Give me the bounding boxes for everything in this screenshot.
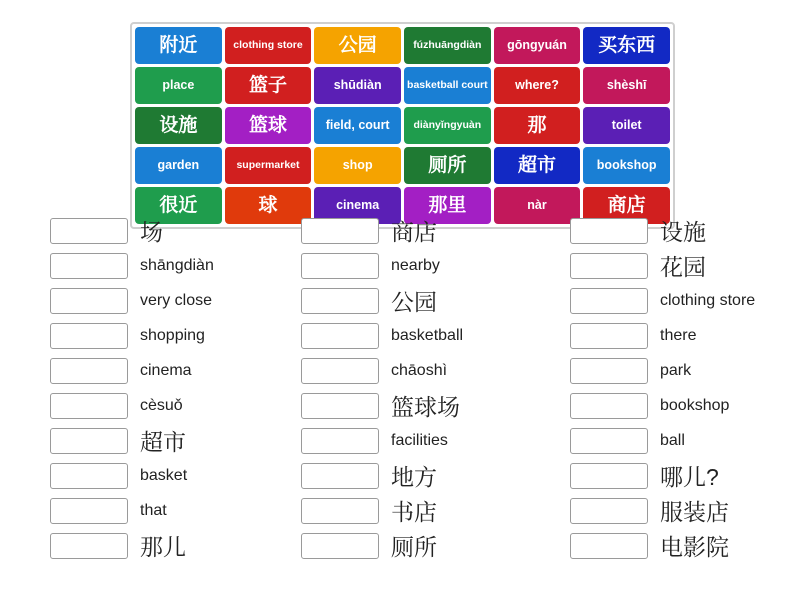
answer-column	[532, 213, 798, 563]
word-tile[interactable]: 篮子	[225, 67, 312, 104]
drop-zone[interactable]	[50, 393, 128, 419]
word-tile[interactable]: shūdiàn	[314, 67, 401, 104]
drop-zone[interactable]	[301, 428, 379, 454]
answer-row	[570, 213, 798, 248]
word-tile[interactable]: cinema	[314, 187, 401, 224]
answer-label: ball	[660, 431, 685, 449]
answer-label: 书店	[391, 499, 437, 525]
drop-zone[interactable]	[301, 288, 379, 314]
word-tile[interactable]: garden	[135, 147, 222, 184]
answer-row	[50, 423, 266, 458]
answer-label: 篮球场	[391, 394, 460, 420]
answer-label: 商店	[391, 219, 437, 245]
drop-zone[interactable]	[50, 358, 128, 384]
answer-column	[266, 213, 532, 563]
word-tile[interactable]: bookshop	[583, 147, 670, 184]
drop-zone[interactable]	[50, 463, 128, 489]
word-tile[interactable]: supermarket	[225, 147, 312, 184]
answer-row	[301, 213, 532, 248]
word-tile[interactable]: 买东西	[583, 27, 670, 64]
word-tile[interactable]: 那里	[404, 187, 491, 224]
answer-label: chāoshì	[391, 361, 448, 379]
answer-row	[50, 458, 266, 493]
answer-row	[301, 248, 532, 283]
drop-zone[interactable]	[301, 358, 379, 384]
drop-zone[interactable]	[570, 358, 648, 384]
answer-row	[50, 213, 266, 248]
answer-row	[570, 388, 798, 423]
word-tile[interactable]: basketball court	[404, 67, 491, 104]
answer-row	[50, 248, 266, 283]
answer-row	[301, 318, 532, 353]
answer-row	[570, 458, 798, 493]
answer-row	[50, 528, 266, 563]
word-tile[interactable]: diànyǐngyuàn	[404, 107, 491, 144]
answer-label: 服装店	[660, 499, 729, 525]
drop-zone[interactable]	[50, 253, 128, 279]
answer-row	[50, 318, 266, 353]
drop-zone[interactable]	[570, 498, 648, 524]
word-tile[interactable]: 很近	[135, 187, 222, 224]
word-tile[interactable]: 超市	[494, 147, 581, 184]
answer-row	[570, 283, 798, 318]
word-tile[interactable]: 设施	[135, 107, 222, 144]
word-tile[interactable]: gōngyuán	[494, 27, 581, 64]
drop-zone[interactable]	[301, 323, 379, 349]
answer-row	[301, 283, 532, 318]
answer-row	[50, 388, 266, 423]
answer-row	[301, 423, 532, 458]
drop-zone[interactable]	[570, 253, 648, 279]
answer-column	[0, 213, 266, 563]
answer-label: 哪儿?	[660, 464, 719, 490]
answer-label: 设施	[660, 219, 706, 245]
drop-zone[interactable]	[570, 393, 648, 419]
drop-zone[interactable]	[301, 393, 379, 419]
drop-zone[interactable]	[50, 533, 128, 559]
answer-label: bookshop	[660, 396, 730, 414]
answer-label: nearby	[391, 256, 440, 274]
answer-label: very close	[140, 291, 213, 309]
drop-zone[interactable]	[50, 428, 128, 454]
drop-zone[interactable]	[570, 288, 648, 314]
answer-row	[301, 493, 532, 528]
answer-row	[301, 528, 532, 563]
drop-zone[interactable]	[50, 323, 128, 349]
drop-zone[interactable]	[301, 463, 379, 489]
answer-row	[570, 493, 798, 528]
answer-label: shāngdiàn	[140, 256, 214, 274]
answer-label: basketball	[391, 326, 464, 344]
answer-label: 花园	[660, 254, 706, 280]
answer-label: clothing store	[660, 291, 756, 309]
drop-zone[interactable]	[570, 533, 648, 559]
answer-row	[570, 318, 798, 353]
answer-label: 场	[140, 219, 163, 245]
answer-label: 电影院	[660, 534, 729, 560]
word-tile[interactable]: 厕所	[404, 147, 491, 184]
answer-label: there	[660, 326, 697, 344]
answer-label: 那儿	[140, 534, 186, 560]
answer-label: facilities	[391, 431, 448, 449]
answer-label: park	[660, 361, 692, 379]
answer-label: basket	[140, 466, 188, 484]
drop-zone[interactable]	[570, 463, 648, 489]
answer-row	[570, 248, 798, 283]
word-tile[interactable]: 商店	[583, 187, 670, 224]
answer-row	[570, 353, 798, 388]
word-tile[interactable]: shop	[314, 147, 401, 184]
drop-zone[interactable]	[301, 498, 379, 524]
answer-label: 公园	[391, 289, 437, 315]
answer-label: shopping	[140, 326, 205, 344]
answer-label: 地方	[391, 464, 437, 490]
answer-row	[570, 423, 798, 458]
word-tile[interactable]: clothing store	[225, 27, 312, 64]
answer-row	[301, 458, 532, 493]
word-tile-bank	[130, 22, 675, 229]
word-tile[interactable]: 附近	[135, 27, 222, 64]
answer-label: 厕所	[391, 534, 437, 560]
word-tile[interactable]: where?	[494, 67, 581, 104]
drop-zone[interactable]	[570, 428, 648, 454]
answer-label: cèsuǒ	[140, 396, 183, 414]
word-tile[interactable]: nàr	[494, 187, 581, 224]
answer-row	[50, 353, 266, 388]
word-tile[interactable]: toilet	[583, 107, 670, 144]
word-tile[interactable]: 球	[225, 187, 312, 224]
answer-label: that	[140, 501, 167, 519]
drop-zone[interactable]	[301, 253, 379, 279]
answer-label: 超市	[140, 429, 186, 455]
word-tile-grid	[135, 27, 670, 224]
answer-row	[50, 283, 266, 318]
drop-zone[interactable]	[50, 218, 128, 244]
answer-columns	[0, 213, 800, 563]
answer-row	[301, 388, 532, 423]
word-tile[interactable]: shèshī	[583, 67, 670, 104]
answer-row	[50, 493, 266, 528]
word-tile[interactable]: place	[135, 67, 222, 104]
word-tile[interactable]: 那	[494, 107, 581, 144]
drop-zone[interactable]	[301, 218, 379, 244]
word-tile[interactable]: field, court	[314, 107, 401, 144]
word-tile[interactable]: 公园	[314, 27, 401, 64]
word-tile[interactable]: 篮球	[225, 107, 312, 144]
answer-row	[301, 353, 532, 388]
drop-zone[interactable]	[50, 498, 128, 524]
drop-zone[interactable]	[301, 533, 379, 559]
drop-zone[interactable]	[570, 218, 648, 244]
drop-zone[interactable]	[570, 323, 648, 349]
answer-row	[570, 528, 798, 563]
word-tile[interactable]: fúzhuāngdiàn	[404, 27, 491, 64]
drop-zone[interactable]	[50, 288, 128, 314]
answer-label: cinema	[140, 361, 192, 379]
